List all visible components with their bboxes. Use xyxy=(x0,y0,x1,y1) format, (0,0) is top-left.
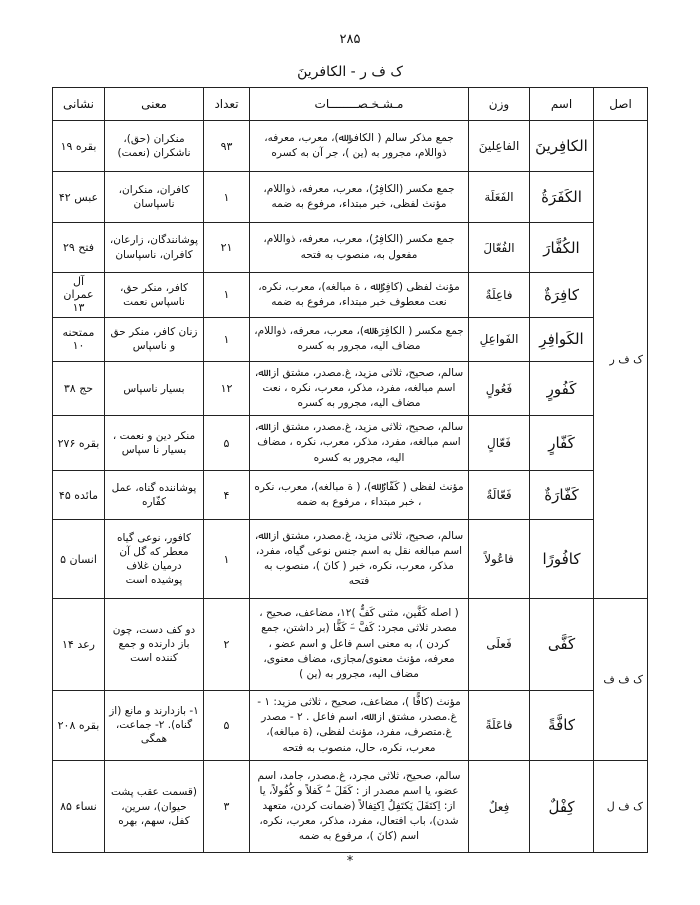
ref-cell: بقره ۱۹ xyxy=(53,121,105,172)
ref-cell: مائده ۴۵ xyxy=(53,470,105,519)
table-row xyxy=(53,273,648,317)
noun-cell: کَفُورٍ xyxy=(530,361,594,415)
wazn-cell: فَعلَی xyxy=(469,598,530,690)
noun-cell: الکَوافِرِ xyxy=(530,317,594,361)
wazn-cell: فَعُولٍ xyxy=(469,361,530,415)
table-row xyxy=(53,520,648,599)
count-cell: ۳ xyxy=(204,761,250,853)
desc-cell: جمع مکسر (الکافِرُ)، معرب، معرفه، ذواللام، مفعول به، منصوب به فتحه xyxy=(250,222,469,272)
wazn-cell: فِعلٌ xyxy=(469,761,530,853)
header-wazn: وزن xyxy=(469,88,530,121)
table-row xyxy=(53,317,648,361)
count-cell: ۱ xyxy=(204,273,250,317)
count-cell: ۲۱ xyxy=(204,222,250,272)
count-cell: ۵ xyxy=(204,690,250,761)
meaning-cell: پوشاننده گناه، عمل کفّاره xyxy=(105,470,204,519)
lexicon-table xyxy=(52,87,648,853)
meaning-cell: کافور، نوعی گیاه معطر که گل آن درمیان غلاف پوشیده است xyxy=(105,520,204,599)
desc-cell: ( اصله کَفَّين، مثنی کَفٌّ )۱۲، مضاعف، صحیح ، مصدر ثلاثی مجرد: کَفَّ –َ کَفًّا (بر داشتن، جمع کردن )، به معنی اسم فاعل و اسم عضو ، معرفه، مؤنث معنوی/مجازی، مضاف معنوی، مضاف الیه، مجرور به (ين ) xyxy=(250,598,469,690)
root-cell: ک ف ر xyxy=(594,121,648,599)
count-cell: ۱ xyxy=(204,317,250,361)
count-cell: ۲ xyxy=(204,598,250,690)
count-cell: ۴ xyxy=(204,470,250,519)
table-row xyxy=(53,172,648,222)
meaning-cell: دو کف دست، چون باز دارنده و جمع کننده است xyxy=(105,598,204,690)
ref-cell: نساء ۸۵ xyxy=(53,761,105,853)
count-cell: ۵ xyxy=(204,416,250,470)
meaning-cell: منکر دین و نعمت ، بسیار نا سپاس xyxy=(105,416,204,470)
desc-cell: مؤنث لفظی (کافِرٌ ﷲ ، ة مبالغه)، معرب، نکره، نعت معطوف خبر مبتداء، مرفوع به ضمه xyxy=(250,273,469,317)
wazn-cell: فاعُولاً xyxy=(469,520,530,599)
ref-cell: بقره ۲۰۸ xyxy=(53,690,105,761)
desc-cell: مؤنث (کافًّا )، مضاعف، صحیح ، ثلاثی مزید: ۱ - غ.مصدر، مشتق از: ﷲ، اسم فاعل . ۲ - مصدر غ.متصرف، مفرد، مؤنث لفظی، (ة مبالغه)، معرب، نکره، حال، منصوب به فتحه xyxy=(250,690,469,761)
table-row xyxy=(53,121,648,172)
desc-cell: سالم، صحیح، ثلاثی مزید، غ.مصدر، مشتق از: ﷲ، اسم مبالغه نقل به اسم جنس نوعی گیاه، مفرد، مذکر، معرب، نکره، خبر ( کانَ )، منصوب به فتحه xyxy=(250,520,469,599)
table-row xyxy=(53,761,648,853)
table-row xyxy=(53,222,648,272)
header-meaning: معنی xyxy=(105,88,204,121)
page-heading: ک ف ر - الکافرینَ xyxy=(297,64,403,80)
desc-cell: مؤنث لفظی ( کَفّارٌ ﷲ)، ( ة مبالغه)، معرب، نکره ، خبر مبتداء ، مرفوع به ضمه xyxy=(250,470,469,519)
wazn-cell: فَعّالٍ xyxy=(469,416,530,470)
meaning-cell: پوشانندگان، زارعان، کافران، ناسپاسان xyxy=(105,222,204,272)
desc-cell: سالم، صحیح، ثلاثی مجرد، غ.مصدر، جامد، اسم عضو، یا اسم مصدر از : کَفَلَ –ُ کَفلاً و کُفُولاً، یا از: اِکتَفَلَ یَکتَفِلُ اِکتِفالاً (ضمانت کردن، متعهد شدن)، باب افتعال، مفرد، مذکر، معرب، نکره، اسم (کانَ )، مرفوع به ضمه xyxy=(250,761,469,853)
count-cell: ۹۳ xyxy=(204,121,250,172)
meaning-cell: منکران (حق)، ناشکران (نعمت) xyxy=(105,121,204,172)
root-cell: ک ف ل xyxy=(594,761,648,853)
meaning-cell: زنان کافر، منکر حق و ناسپاس xyxy=(105,317,204,361)
noun-cell: کَفّارَةٌ xyxy=(530,470,594,519)
wazn-cell: الفُعّالَ xyxy=(469,222,530,272)
meaning-cell: ۱- بازدارند و مانع (از گناه). ۲- جماعت، همگی xyxy=(105,690,204,761)
noun-cell: کافِرَةٌ xyxy=(530,273,594,317)
page-number: ۲۸۵ xyxy=(339,32,361,47)
meaning-cell: کافران، منکران، ناسپاسان xyxy=(105,172,204,222)
wazn-cell: الفَواعِلِ xyxy=(469,317,530,361)
desc-cell: جمع مذکر سالم ( الکافر ﷲ)، معرب، معرفه، ذواللام، مجرور به (ين )، جر آن به کسره xyxy=(250,121,469,172)
ref-cell: ممتحنه ۱۰ xyxy=(53,317,105,361)
noun-cell: کافَّةً xyxy=(530,690,594,761)
table-row xyxy=(53,598,648,690)
noun-cell: الکَفَرَةُ xyxy=(530,172,594,222)
meaning-cell: (قسمت عقب پشت حیوان)، سرین، کفل، سهم، بهره xyxy=(105,761,204,853)
ref-cell: فتح ۲۹ xyxy=(53,222,105,272)
desc-cell: سالم، صحیح، ثلاثی مزید، غ.مصدر، مشتق از: ﷲ، اسم مبالغه، مفرد، مذکر، معرب، نکره ، مضاف الیه، مجرور به کسره xyxy=(250,416,469,470)
ref-cell: آل عمران ۱۳ xyxy=(53,273,105,317)
ref-cell: بقره ۲۷۶ xyxy=(53,416,105,470)
count-cell: ۱۲ xyxy=(204,361,250,415)
wazn-cell: فاعَلَةً xyxy=(469,690,530,761)
noun-cell: الکافِرینَ xyxy=(530,121,594,172)
count-cell: ۱ xyxy=(204,172,250,222)
desc-cell: جمع مکسر (الکافِرُ)، معرب، معرفه، ذواللام، مؤنث لفظی، خبر مبتداء، مرفوع به ضمه xyxy=(250,172,469,222)
noun-cell: کافُورًا xyxy=(530,520,594,599)
wazn-cell: فاعِلَةٌ xyxy=(469,273,530,317)
meaning-cell: بسیار ناسپاس xyxy=(105,361,204,415)
ref-cell: حج ۳۸ xyxy=(53,361,105,415)
ref-cell: رعد ۱۴ xyxy=(53,598,105,690)
header-noun: اسم xyxy=(530,88,594,121)
desc-cell: سالم، صحیح، ثلاثی مزید، غ.مصدر، مشتق از: ﷲ، اسم مبالغه، مفرد، مذکر، معرب، نکره ، نعت مضاف الیه، مجرور به کسره xyxy=(250,361,469,415)
header-count: تعداد xyxy=(204,88,250,121)
noun-cell: کَفّارٍ xyxy=(530,416,594,470)
noun-cell: کِفْلٌ xyxy=(530,761,594,853)
wazn-cell: الفَعَلَة xyxy=(469,172,530,222)
noun-cell: الکُفَّارَ xyxy=(530,222,594,272)
table-row xyxy=(53,690,648,761)
header-desc: مـشـخـصــــــــات xyxy=(250,88,469,121)
meaning-cell: کافر، منکر حق، ناسپاس نعمت xyxy=(105,273,204,317)
table-row xyxy=(53,361,648,415)
root-cell: ک ف ف xyxy=(594,598,648,760)
wazn-cell: فَعّالَةٌ xyxy=(469,470,530,519)
footer-mark: * xyxy=(346,854,354,869)
table-row xyxy=(53,416,648,470)
header-ref: نشانی xyxy=(53,88,105,121)
ref-cell: انسان ۵ xyxy=(53,520,105,599)
header-root: اصل xyxy=(594,88,648,121)
count-cell: ۱ xyxy=(204,520,250,599)
wazn-cell: الفاعِلینَ xyxy=(469,121,530,172)
header-row xyxy=(53,88,648,121)
noun-cell: کَفَّی xyxy=(530,598,594,690)
ref-cell: عبس ۴۲ xyxy=(53,172,105,222)
table-row xyxy=(53,470,648,519)
desc-cell: جمع مکسر ( الکافِرَة ﷲ)، معرب، معرفه، ذواللام، مضاف الیه، مجرور به کسره xyxy=(250,317,469,361)
